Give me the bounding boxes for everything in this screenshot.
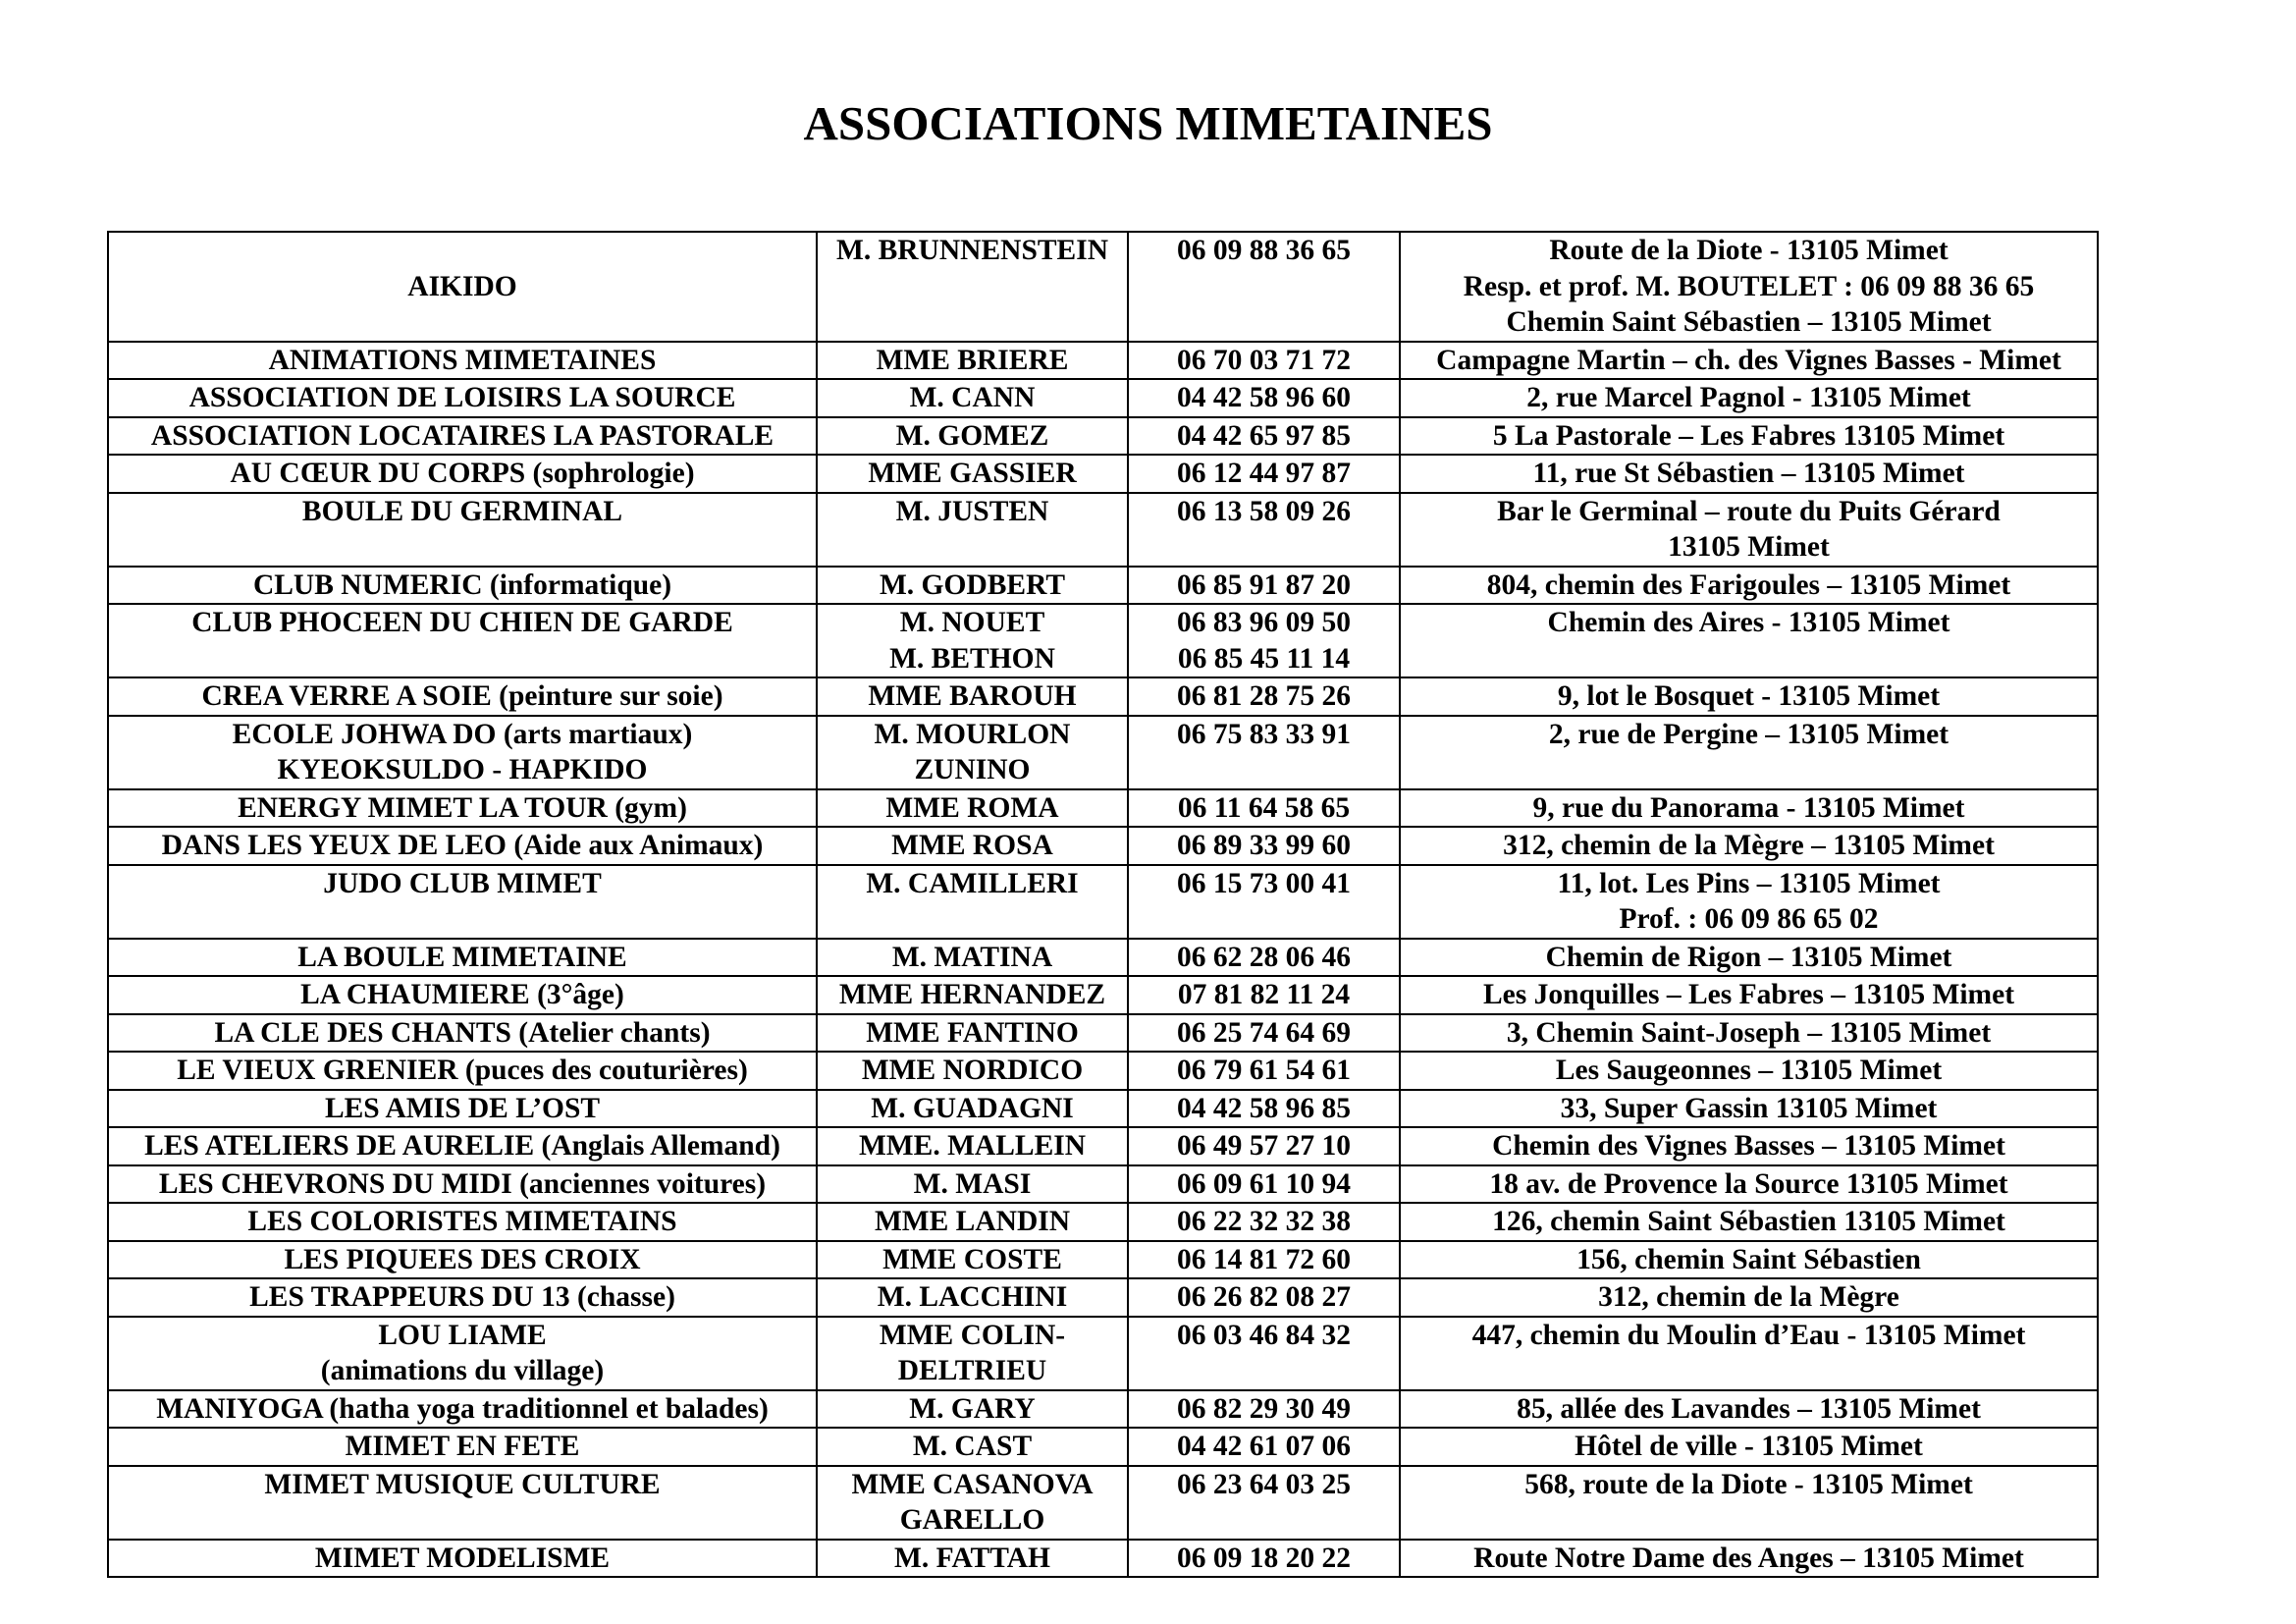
contact-person-cell — [817, 342, 1128, 380]
association-name-cell — [108, 939, 817, 977]
cell-text-line: 06 82 29 30 49 — [1177, 1392, 1351, 1425]
cell-text-line: 06 75 83 33 91 — [1177, 718, 1351, 750]
phone-number-cell — [1128, 1317, 1400, 1390]
cell-text-line: 06 09 88 36 65 — [1177, 235, 1351, 266]
table-row — [108, 1428, 2098, 1466]
cell-text-line: MME NORDICO — [861, 1055, 1084, 1086]
address-cell — [1400, 342, 2098, 380]
address-cell — [1400, 455, 2098, 493]
phone-number-cell — [1128, 865, 1400, 939]
phone-number-cell — [1128, 604, 1400, 677]
phone-number-cell — [1128, 493, 1400, 567]
table-row — [108, 827, 2098, 865]
contact-person-cell — [817, 455, 1128, 493]
table-row — [108, 1165, 2098, 1204]
address-cell — [1400, 1127, 2098, 1165]
contact-person-cell — [817, 232, 1128, 342]
cell-text-line: Hôtel de ville - 13105 Mimet — [1575, 1431, 1923, 1462]
contact-person-cell — [817, 379, 1128, 417]
address-cell — [1400, 1278, 2098, 1317]
cell-text-line: 06 70 03 71 72 — [1177, 344, 1351, 376]
address-cell — [1400, 677, 2098, 716]
cell-text-line: 04 42 58 96 85 — [1177, 1092, 1351, 1124]
phone-number-cell — [1128, 716, 1400, 789]
contact-person-cell — [817, 789, 1128, 828]
phone-number-cell — [1128, 1090, 1400, 1128]
contact-person-cell — [817, 604, 1128, 677]
cell-text-line: M. CAST — [912, 1431, 1033, 1462]
associations-table-body — [108, 232, 2098, 1577]
cell-text-line: M. LACCHINI — [877, 1281, 1068, 1313]
association-name-cell — [108, 342, 817, 380]
cell-text-line: Chemin des Vignes Basses – 13105 Mimet — [1492, 1130, 2005, 1162]
contact-person-cell — [817, 567, 1128, 605]
address-cell — [1400, 493, 2098, 567]
phone-number-cell — [1128, 827, 1400, 865]
cell-text-line: ANIMATIONS MIMETAINES — [268, 344, 657, 376]
cell-text-line: Les Saugeonnes – 13105 Mimet — [1555, 1055, 1943, 1086]
contact-person-cell — [817, 493, 1128, 567]
association-name-cell — [108, 677, 817, 716]
cell-text-line: 2, rue de Pergine – 13105 Mimet — [1548, 718, 1949, 750]
cell-text-line: 06 83 96 09 50 — [1177, 607, 1351, 638]
contact-person-cell — [817, 677, 1128, 716]
cell-text-line: M. MATINA — [891, 941, 1053, 973]
cell-text-line: CREA VERRE A SOIE (peinture sur soie) — [201, 680, 723, 712]
phone-number-cell — [1128, 1390, 1400, 1429]
contact-person-cell — [817, 1052, 1128, 1090]
cell-text-line: M. BRUNNENSTEIN — [835, 235, 1108, 266]
cell-text-line: 568, route de la Diote - 13105 Mimet — [1524, 1468, 1973, 1500]
cell-text-line: Les Jonquilles – Les Fabres – 13105 Mimet — [1482, 979, 2015, 1010]
table-row — [108, 677, 2098, 716]
phone-number-cell — [1128, 455, 1400, 493]
cell-text-line: 85, allée des Lavandes – 13105 Mimet — [1517, 1392, 1981, 1425]
cell-text-line: 11, rue St Sébastien – 13105 Mimet — [1532, 458, 1965, 489]
cell-text-line: 33, Super Gassin 13105 Mimet — [1560, 1092, 1938, 1124]
cell-text-line: 06 22 32 32 38 — [1177, 1206, 1351, 1237]
cell-text-line: Prof. : 06 09 86 65 02 — [1619, 903, 1879, 935]
cell-text-line: 312, chemin de la Mègre – 13105 Mimet — [1503, 830, 1995, 861]
association-name-cell — [108, 865, 817, 939]
association-name-cell — [108, 1127, 817, 1165]
address-cell — [1400, 379, 2098, 417]
phone-number-cell — [1128, 379, 1400, 417]
cell-text-line: (animations du village) — [320, 1355, 605, 1386]
cell-text-line: 06 12 44 97 87 — [1177, 458, 1351, 489]
cell-text-line: LES AMIS DE L’OST — [324, 1092, 601, 1124]
phone-number-cell — [1128, 232, 1400, 342]
address-cell — [1400, 232, 2098, 342]
phone-number-cell — [1128, 677, 1400, 716]
table-row — [108, 455, 2098, 493]
association-name-cell — [108, 976, 817, 1014]
contact-person-cell — [817, 1317, 1128, 1390]
address-cell — [1400, 1466, 2098, 1540]
cell-text-line: JUDO CLUB MIMET — [323, 867, 602, 899]
cell-text-line: MIMET EN FETE — [345, 1431, 580, 1462]
cell-text-line: M. GUADAGNI — [871, 1092, 1074, 1124]
cell-text-line: M. GOMEZ — [895, 419, 1049, 452]
cell-text-line: LES TRAPPEURS DU 13 (chasse) — [249, 1281, 675, 1313]
cell-text-line: 06 62 28 06 46 — [1177, 941, 1351, 973]
cell-text-line: MME BAROUH — [868, 680, 1077, 712]
cell-text-line: DELTRIEU — [897, 1355, 1047, 1386]
association-name-cell — [108, 417, 817, 456]
cell-text-line: 447, chemin du Moulin d’Eau - 13105 Mimet — [1471, 1319, 2026, 1351]
contact-person-cell — [817, 1165, 1128, 1204]
table-row — [108, 1052, 2098, 1090]
cell-text-line: LES ATELIERS DE AURELIE (Anglais Allemand) — [144, 1130, 780, 1162]
cell-text-line: ASSOCIATION DE LOISIRS LA SOURCE — [188, 382, 736, 413]
cell-text-line: M. CAMILLERI — [866, 867, 1079, 899]
table-row — [108, 976, 2098, 1014]
table-row — [108, 1127, 2098, 1165]
cell-text-line: MME CASANOVA — [851, 1468, 1094, 1500]
table-row — [108, 1014, 2098, 1053]
cell-text-line: CLUB NUMERIC (informatique) — [252, 568, 672, 601]
cell-text-line: LES CHEVRONS DU MIDI (anciennes voitures) — [158, 1167, 767, 1200]
cell-text-line: 11, lot. Les Pins – 13105 Mimet — [1557, 867, 1941, 899]
cell-text-line: MME ROSA — [891, 830, 1053, 861]
cell-text-line: 06 85 45 11 14 — [1177, 642, 1351, 675]
table-row — [108, 1278, 2098, 1317]
address-cell — [1400, 865, 2098, 939]
cell-text-line: ASSOCIATION LOCATAIRES LA PASTORALE — [150, 419, 774, 452]
table-row — [108, 789, 2098, 828]
contact-person-cell — [817, 976, 1128, 1014]
association-name-cell — [108, 1052, 817, 1090]
phone-number-cell — [1128, 1466, 1400, 1540]
cell-text-line: Route de la Diote - 13105 Mimet — [1549, 235, 1949, 266]
contact-person-cell — [817, 1014, 1128, 1053]
cell-text-line: MME GASSIER — [868, 458, 1077, 489]
table-row — [108, 1466, 2098, 1540]
cell-text-line: Resp. et prof. M. BOUTELET : 06 09 88 36 65 — [1463, 270, 2035, 302]
cell-text-line: 04 42 61 07 06 — [1177, 1431, 1351, 1462]
association-name-cell — [108, 1466, 817, 1540]
cell-text-line: MME LANDIN — [874, 1206, 1071, 1237]
phone-number-cell — [1128, 1165, 1400, 1204]
cell-text-line: M. GARY — [909, 1392, 1036, 1425]
cell-text-line: M. NOUET — [899, 607, 1045, 638]
association-name-cell — [108, 1317, 817, 1390]
cell-text-line: MIMET MODELISME — [314, 1542, 611, 1574]
cell-text-line: 3, Chemin Saint-Joseph – 13105 Mimet — [1506, 1016, 1992, 1049]
page-title: ASSOCIATIONS MIMETAINES — [803, 96, 1493, 150]
cell-text-line: M. JUSTEN — [895, 495, 1049, 527]
table-row — [108, 379, 2098, 417]
address-cell — [1400, 567, 2098, 605]
cell-text-line: LA BOULE MIMETAINE — [297, 941, 627, 973]
cell-text-line: 06 23 64 03 25 — [1177, 1468, 1351, 1500]
phone-number-cell — [1128, 789, 1400, 828]
contact-person-cell — [817, 865, 1128, 939]
cell-text-line: M. BETHON — [889, 642, 1055, 675]
association-name-cell — [108, 1165, 817, 1204]
association-name-cell — [108, 567, 817, 605]
cell-text-line: M. GODBERT — [879, 568, 1066, 601]
table-row — [108, 417, 2098, 456]
cell-text-line: MANIYOGA (hatha yoga traditionnel et balades) — [156, 1392, 769, 1425]
cell-text-line: ECOLE JOHWA DO (arts martiaux) — [232, 718, 693, 750]
cell-text-line: M. MOURLON — [874, 718, 1071, 750]
cell-text-line: 5 La Pastorale – Les Fabres 13105 Mimet — [1492, 419, 2005, 452]
cell-text-line: 18 av. de Provence la Source 13105 Mimet — [1489, 1167, 2008, 1200]
cell-text-line: Campagne Martin – ch. des Vignes Basses - Mimet — [1436, 344, 2061, 376]
cell-text-line: 04 42 58 96 60 — [1177, 382, 1351, 413]
address-cell — [1400, 789, 2098, 828]
cell-text-line: MIMET MUSIQUE CULTURE — [264, 1468, 661, 1500]
phone-number-cell — [1128, 1052, 1400, 1090]
address-cell — [1400, 976, 2098, 1014]
contact-person-cell — [817, 939, 1128, 977]
phone-number-cell — [1128, 1241, 1400, 1279]
cell-text-line: LES COLORISTES MIMETAINS — [247, 1206, 677, 1237]
association-name-cell — [108, 1278, 817, 1317]
associations-table — [107, 231, 2099, 1578]
cell-text-line: 06 81 28 75 26 — [1177, 680, 1351, 712]
cell-text-line: DANS LES YEUX DE LEO (Aide aux Animaux) — [161, 830, 764, 861]
cell-text-line: 312, chemin de la Mègre — [1598, 1281, 1899, 1313]
address-cell — [1400, 1052, 2098, 1090]
cell-text-line: MME HERNANDEZ — [838, 979, 1106, 1010]
cell-text-line: AU CŒUR DU CORPS (sophrologie) — [230, 458, 695, 489]
cell-text-line: 07 81 82 11 24 — [1177, 979, 1351, 1010]
cell-text-line: 06 11 64 58 65 — [1177, 791, 1351, 824]
cell-text-line: M. MASI — [913, 1167, 1032, 1200]
phone-number-cell — [1128, 1203, 1400, 1241]
cell-text-line: 06 85 91 87 20 — [1177, 568, 1351, 601]
association-name-cell — [108, 1390, 817, 1429]
phone-number-cell — [1128, 1540, 1400, 1578]
cell-text-line: 06 13 58 09 26 — [1177, 495, 1351, 527]
table-row — [108, 342, 2098, 380]
address-cell — [1400, 1428, 2098, 1466]
phone-number-cell — [1128, 1278, 1400, 1317]
contact-person-cell — [817, 417, 1128, 456]
contact-person-cell — [817, 1090, 1128, 1128]
association-name-cell — [108, 379, 817, 417]
cell-text-line: 06 09 61 10 94 — [1177, 1167, 1351, 1200]
cell-text-line: KYEOKSULDO - HAPKIDO — [277, 754, 648, 785]
cell-text-line: 06 14 81 72 60 — [1177, 1243, 1351, 1275]
cell-text-line: M. FATTAH — [894, 1542, 1050, 1574]
association-name-cell — [108, 1540, 817, 1578]
address-cell — [1400, 1165, 2098, 1204]
table-row — [108, 1203, 2098, 1241]
association-name-cell — [108, 716, 817, 789]
cell-text-line: 06 09 18 20 22 — [1177, 1542, 1351, 1574]
phone-number-cell — [1128, 417, 1400, 456]
cell-text-line: Chemin de Rigon – 13105 Mimet — [1545, 941, 1952, 973]
address-cell — [1400, 827, 2098, 865]
table-row — [108, 1540, 2098, 1578]
phone-number-cell — [1128, 976, 1400, 1014]
cell-text-line: ZUNINO — [914, 754, 1031, 785]
contact-person-cell — [817, 1540, 1128, 1578]
cell-text-line: LA CHAUMIERE (3°âge) — [300, 979, 624, 1010]
cell-text-line: M. CANN — [909, 382, 1036, 413]
cell-text-line: MME FANTINO — [866, 1016, 1079, 1049]
table-row — [108, 1317, 2098, 1390]
cell-text-line: LES PIQUEES DES CROIX — [284, 1243, 641, 1275]
association-name-cell — [108, 789, 817, 828]
address-cell — [1400, 1014, 2098, 1053]
association-name-cell — [108, 232, 817, 342]
association-name-cell — [108, 1090, 817, 1128]
phone-number-cell — [1128, 1014, 1400, 1053]
phone-number-cell — [1128, 1127, 1400, 1165]
cell-text-line: Chemin des Aires - 13105 Mimet — [1547, 607, 1950, 638]
phone-number-cell — [1128, 567, 1400, 605]
cell-text-line: Route Notre Dame des Anges – 13105 Mimet — [1473, 1542, 2024, 1574]
address-cell — [1400, 417, 2098, 456]
address-cell — [1400, 604, 2098, 677]
table-row — [108, 716, 2098, 789]
cell-text-line: AIKIDO — [407, 270, 517, 302]
table-row — [108, 232, 2098, 342]
address-cell — [1400, 1317, 2098, 1390]
table-row — [108, 939, 2098, 977]
table-row — [108, 865, 2098, 939]
table-row — [108, 493, 2098, 567]
association-name-cell — [108, 493, 817, 567]
cell-text-line: 06 03 46 84 32 — [1177, 1319, 1351, 1351]
association-name-cell — [108, 604, 817, 677]
cell-text-line: MME. MALLEIN — [858, 1130, 1087, 1162]
cell-text-line: 06 25 74 64 69 — [1177, 1016, 1351, 1049]
address-cell — [1400, 716, 2098, 789]
cell-text-line: MME COLIN- — [879, 1319, 1066, 1351]
phone-number-cell — [1128, 342, 1400, 380]
table-row — [108, 1090, 2098, 1128]
table-row — [108, 1241, 2098, 1279]
cell-text-line: 06 79 61 54 61 — [1177, 1055, 1351, 1086]
contact-person-cell — [817, 1428, 1128, 1466]
cell-text-line: CLUB PHOCEEN DU CHIEN DE GARDE — [191, 607, 733, 638]
cell-text-line: 04 42 65 97 85 — [1177, 419, 1351, 452]
contact-person-cell — [817, 1390, 1128, 1429]
cell-text-line: LA CLE DES CHANTS (Atelier chants) — [214, 1016, 711, 1049]
cell-text-line: MME COSTE — [882, 1243, 1062, 1275]
cell-text-line: 9, rue du Panorama - 13105 Mimet — [1532, 791, 1965, 824]
phone-number-cell — [1128, 1428, 1400, 1466]
contact-person-cell — [817, 1203, 1128, 1241]
table-row — [108, 604, 2098, 677]
association-name-cell — [108, 1428, 817, 1466]
cell-text-line: 156, chemin Saint Sébastien — [1576, 1243, 1921, 1275]
cell-text-line: 06 89 33 99 60 — [1177, 830, 1351, 861]
address-cell — [1400, 1540, 2098, 1578]
address-cell — [1400, 1390, 2098, 1429]
cell-text-line: 06 15 73 00 41 — [1177, 867, 1351, 899]
cell-text-line: 9, lot le Bosquet - 13105 Mimet — [1557, 680, 1941, 712]
table-row — [108, 567, 2098, 605]
association-name-cell — [108, 1203, 817, 1241]
association-name-cell — [108, 1014, 817, 1053]
cell-text-line: ENERGY MIMET LA TOUR (gym) — [238, 791, 687, 824]
association-name-cell — [108, 1241, 817, 1279]
cell-text-line: MME BRIERE — [876, 344, 1069, 376]
cell-text-line: 126, chemin Saint Sébastien 13105 Mimet — [1492, 1206, 2005, 1237]
cell-text-line: MME ROMA — [885, 791, 1059, 824]
phone-number-cell — [1128, 939, 1400, 977]
cell-text-line: LE VIEUX GRENIER (puces des couturières) — [177, 1055, 748, 1086]
contact-person-cell — [817, 827, 1128, 865]
cell-text-line: GARELLO — [899, 1504, 1045, 1536]
cell-text-line: BOULE DU GERMINAL — [301, 495, 623, 527]
cell-text-line: Bar le Germinal – route du Puits Gérard — [1497, 495, 2001, 527]
cell-text-line: Chemin Saint Sébastien – 13105 Mimet — [1506, 306, 1992, 338]
table-row — [108, 1390, 2098, 1429]
cell-text-line: LOU LIAME — [378, 1319, 547, 1351]
contact-person-cell — [817, 716, 1128, 789]
cell-text-line: 2, rue Marcel Pagnol - 13105 Mimet — [1526, 382, 1971, 413]
address-cell — [1400, 1241, 2098, 1279]
cell-text-line: 06 49 57 27 10 — [1177, 1130, 1351, 1162]
cell-text-line: 06 26 82 08 27 — [1177, 1281, 1351, 1313]
address-cell — [1400, 1203, 2098, 1241]
cell-text-line: 13105 Mimet — [1668, 531, 1830, 563]
address-cell — [1400, 939, 2098, 977]
contact-person-cell — [817, 1466, 1128, 1540]
address-cell — [1400, 1090, 2098, 1128]
association-name-cell — [108, 455, 817, 493]
cell-text-line: 804, chemin des Farigoules – 13105 Mimet — [1486, 568, 2011, 601]
association-name-cell — [108, 827, 817, 865]
contact-person-cell — [817, 1127, 1128, 1165]
contact-person-cell — [817, 1278, 1128, 1317]
contact-person-cell — [817, 1241, 1128, 1279]
